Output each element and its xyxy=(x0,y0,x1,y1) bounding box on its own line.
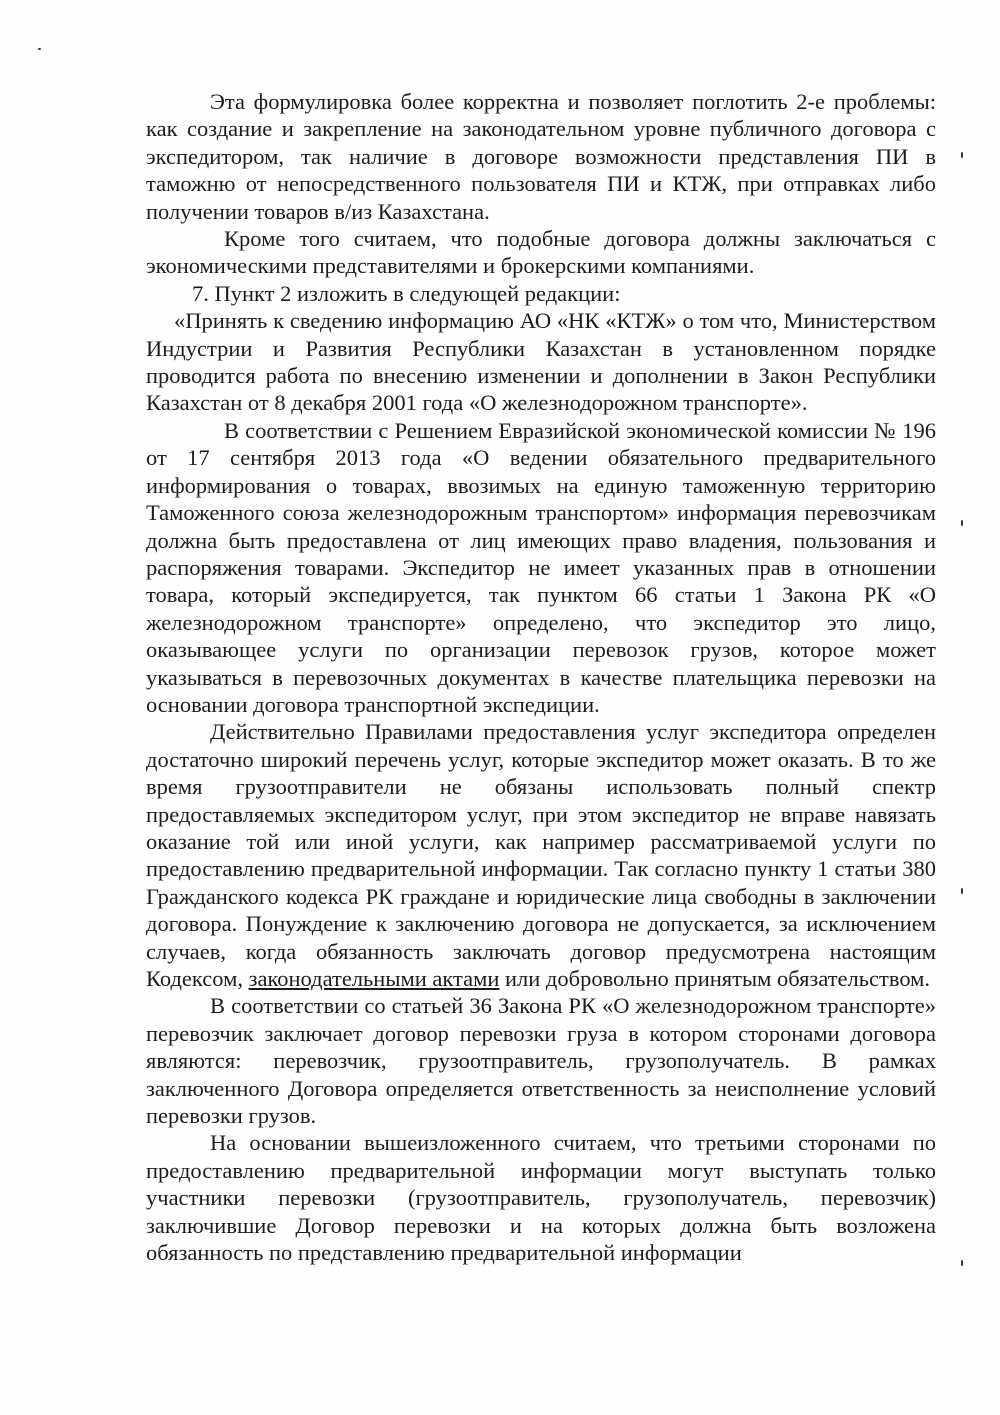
document-body xyxy=(146,88,936,1266)
scan-artifact xyxy=(961,1260,963,1266)
paragraph: На основании вышеизложенного считаем, что третьими сторонами по предоставлению предварительной информации могут выступать только участники перевозки (грузоотправитель, грузополучатель, перевозчик) заключившие Договор перевозки и на которых должна быть возложена обязанность по представлению предварительной информации xyxy=(146,1130,936,1266)
scan-artifact xyxy=(961,152,963,158)
scan-artifact xyxy=(38,48,41,50)
paragraph: В соответствии с Решением Евразийской экономической комиссии № 196 от 17 сентября 2013 года «О ведении обязательного предварительного информирования о товарах, ввозимых на единую таможенную территорию Таможенного союза железнодорожным транспортом» информация перевозчикам должна быть предоставлена от лиц имеющих право владения, пользования и распоряжения товарами. Экспедитор не имеет указанных прав в отношении товара, который экспедируется, так пунктом 66 статьи 1 Закона РК «О железнодорожном транспорте» определено, что экспедитор это лицо, оказывающее услуги по организации перевозок грузов, которое может указываться в перевозочных документах в качестве плательщика перевозки на основании договора транспортной экспедиции. xyxy=(146,417,936,717)
paragraph xyxy=(146,718,936,992)
list-item-paragraph: 7. Пункт 2 изложить в следующей редакции: xyxy=(192,280,621,306)
paragraph: Кроме того считаем, что подобные договора должны заключаться с экономическими представителями и брокерскими компаниями. xyxy=(146,226,936,279)
paragraph: Эта формулировка более корректна и позволяет поглотить 2-е проблемы: как создание и закрепление на законодательном уровне публичного договора с экспедитором, так наличие в договоре возможности представления ПИ в таможню от непосредственного пользователя ПИ и КТЖ, при отправках либо получении товаров в/из Казахстана. xyxy=(146,89,936,224)
underlined-reference: законодательными актами xyxy=(248,966,500,991)
paragraph-text: или добровольно принятым обязательством. xyxy=(505,966,931,991)
scan-artifact xyxy=(961,520,963,526)
paragraph-text: Действительно Правилами предоставления услуг экспедитора определен достаточно широкий перечень услуг, которые экспедитор может оказать. В то же время грузоотправители не обязаны использовать полный спектр предоставляемых экспедитором услуг, при этом экспедитор не вправе навязать оказание той или иной услуги, как например рассматриваемой услуги по предоставлению предварительной информации. Так согласно пункту 1 статьи 380 Гражданского кодекса РК граждане и юридические лица свободны в заключении договора. Понуждение к заключению договора не допускается, за исключением случаев, когда обязанность заключать договор предусмотрена настоящим Кодексом, xyxy=(146,719,936,991)
paragraph: В соответствии со статьей 36 Закона РК «О железнодорожном транспорте» перевозчик заключает договор перевозки груза в котором сторонами договора являются: перевозчик, грузоотправитель, грузополучатель. В рамках заключенного Договора определяется ответственность за неисполнение условий перевозки грузов. xyxy=(146,993,936,1129)
scan-artifact xyxy=(961,888,963,894)
quoted-paragraph: «Принять к сведению информацию АО «НК «КТЖ» о том что, Министерством Индустрии и Развития Республики Казахстан в установленном порядке проводится работа по внесению изменении и дополнении в Закон Республики Казахстан от 8 декабря 2001 года «О железнодорожном транспорте». xyxy=(146,308,936,416)
